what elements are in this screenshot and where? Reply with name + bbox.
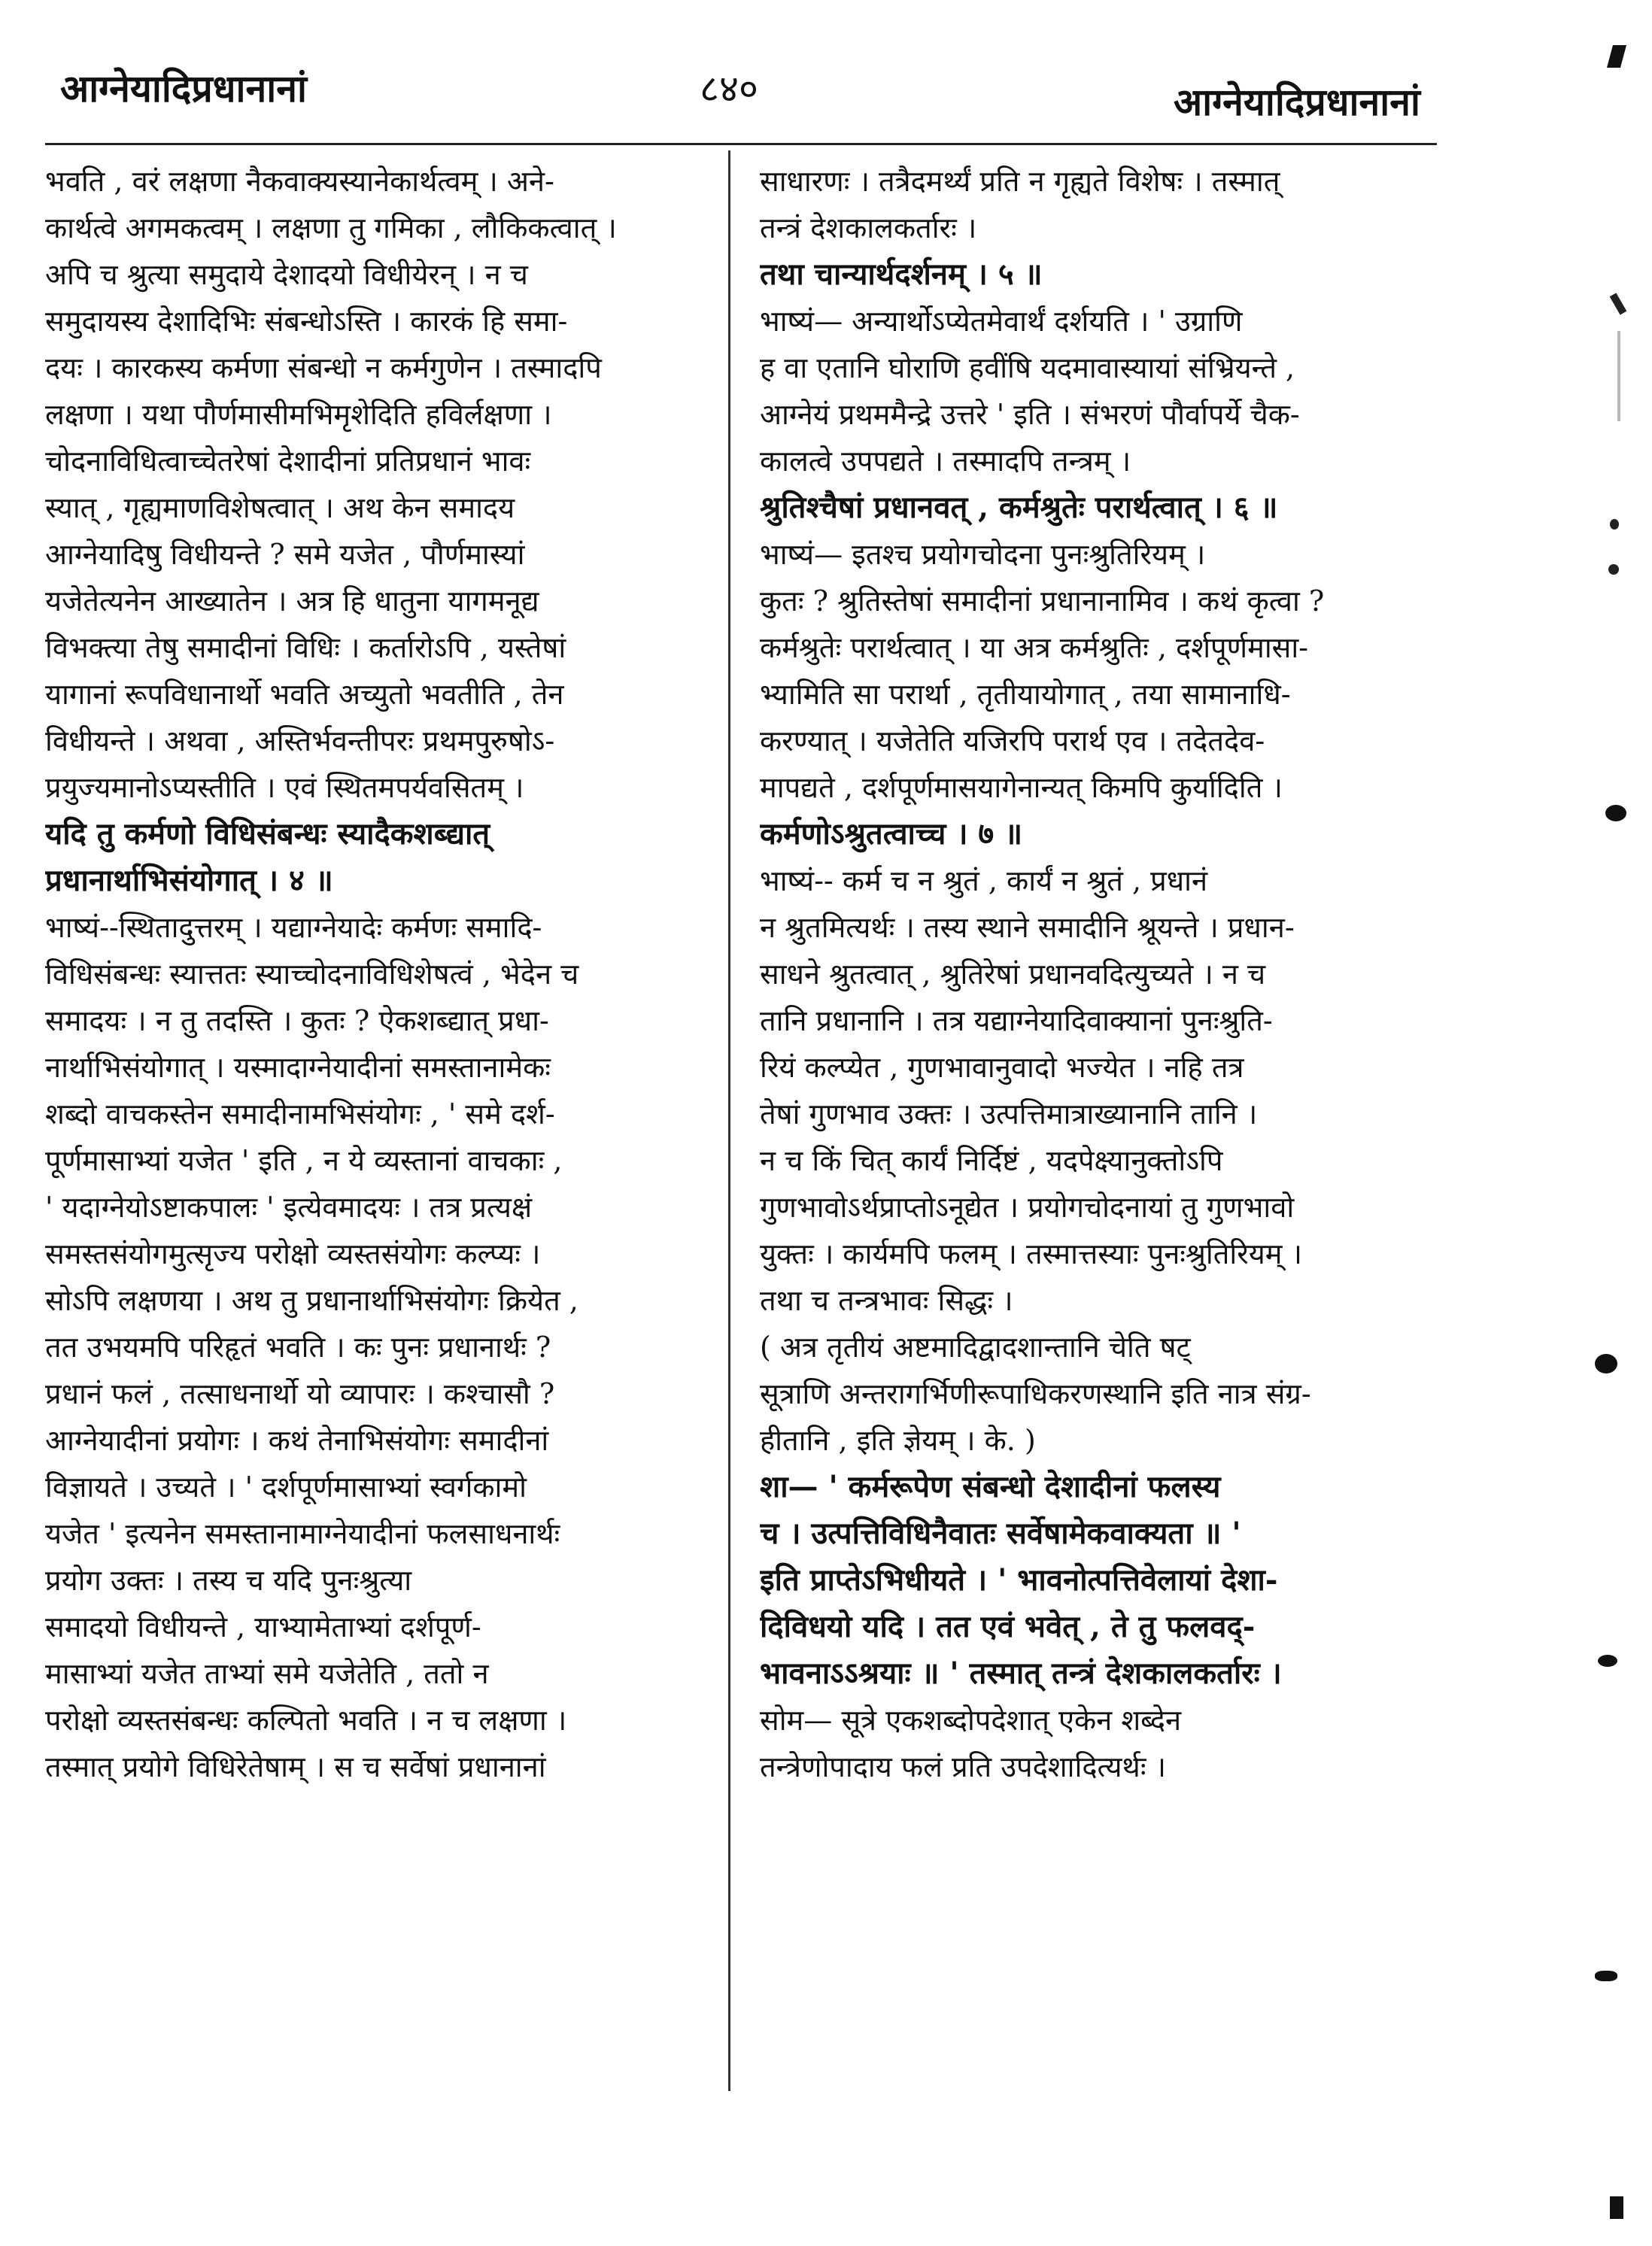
scan-mark (1610, 293, 1627, 314)
text-line: करण्यात् । यजेतेति यजिरपि परार्थ एव । तदेतदेव- (760, 724, 1265, 757)
text-line: भाष्यं--स्थितादुत्तरम् । यद्याग्नेयादेः कर्मणः समादि- (45, 911, 542, 944)
text-line: तेषां गुणभाव उक्तः । उत्पत्तिमात्राख्यानानि तानि । (760, 1097, 1258, 1131)
text-line: भवति , वरं लक्षणा नैकवाक्यस्यानेकार्थत्वम् । अने- (45, 165, 554, 198)
text-line: आग्नेयादीनां प्रयोगः । कथं तेनाभिसंयोगः समादीनां (45, 1424, 549, 1457)
text-line: परोक्षो व्यस्तसंबन्धः कल्पितो भवति । न च लक्षणा । (45, 1704, 567, 1737)
text-line: सोऽपि लक्षणया । अथ तु प्रधानार्थाभिसंयोगः क्रियेत , (45, 1284, 579, 1317)
scan-mark (1595, 1354, 1617, 1373)
scan-mark (1608, 564, 1619, 575)
commentary-verse: भावनाऽऽश्रयाः ॥ ' तस्मात् तन्त्रं देशकालकर्तारः । (760, 1656, 1282, 1691)
text-line: तानि प्रधानानि । तत्र यद्याग्नेयादिवाक्यानां पुनःश्रुति- (760, 1004, 1273, 1037)
commentary-verse: इति प्राप्तेऽभिधीयते । ' भावनोत्पत्तिवेलायां देशा- (760, 1562, 1278, 1598)
text-line: कालत्वे उपपद्यते । तस्मादपि तन्त्रम् । (760, 445, 1131, 478)
text-line: कर्मश्रुतेः परार्थत्वात् । या अत्र कर्मश्रुतिः , दर्शपूर्णमासा- (760, 631, 1309, 664)
page-number: ८४० (700, 67, 758, 111)
text-line: शब्दो वाचकस्तेन समादीनामभिसंयोगः , ' समे दर्श- (45, 1097, 555, 1131)
text-line: चोदनाविधित्वाच्चेतरेषां देशादीनां प्रतिप्रधानं भावः (45, 445, 531, 478)
text-line: दयः । कारकस्य कर्मणा संबन्धो न कर्मगुणेन । तस्मादपि (45, 351, 602, 384)
scan-mark (1598, 1655, 1617, 1667)
column-divider (728, 150, 730, 2091)
sutra-heading: प्रधानार्थाभिसंयोगात् । ४ ॥ (45, 863, 333, 898)
text-line: नार्थाभिसंयोगात् । यस्मादाग्नेयादीनां समस्तानामेकः (45, 1051, 551, 1084)
text-line: प्रयोग उक्तः । तस्य च यदि पुनःश्रुत्या (45, 1564, 412, 1597)
text-line: साधारणः । तत्रैदमर्थ्यं प्रति न गृह्यते विशेषः । तस्मात् (760, 165, 1280, 198)
text-line: लक्षणा । यथा पौर्णमासीमभिमृशेदिति हविर्लक्षणा । (45, 398, 552, 431)
text-line: मासाभ्यां यजेत ताभ्यां समे यजेतेति , ततो न (45, 1657, 489, 1690)
scan-mark (1617, 331, 1620, 421)
text-line: ' यदाग्नेयोऽष्टाकपालः ' इत्येवमादयः । तत्र प्रत्यक्षं (45, 1191, 533, 1224)
text-line: भाष्यं— इतश्च प्रयोगचोदना पुनःश्रुतिरियम् । (760, 538, 1206, 571)
text-line: यजेतेत्यनेन आख्यातेन । अत्र हि धातुना यागमनूद्य (45, 584, 539, 618)
text-line: विभक्त्या तेषु समादीनां विधिः । कर्तारोऽपि , यस्तेषां (45, 631, 566, 664)
text-line: विधीयन्ते । अथवा , अस्तिर्भवन्तीपरः प्रथमपुरुषोऽ- (45, 724, 555, 757)
scan-mark (1595, 1971, 1617, 1981)
text-line: तस्मात् प्रयोगे विधिरेतेषाम् । स च सर्वेषां प्रधानानां (45, 1750, 546, 1783)
text-line: समादयः । न तु तदस्ति । कुतः ? ऐकशब्द्यात् प्रधा- (45, 1004, 549, 1037)
running-title-right: आग्नेयादिप्रधानानां (1174, 80, 1420, 124)
commentary-verse: दिविधयो यदि । तत एवं भवेत् , ते तु फलवद्- (760, 1609, 1256, 1644)
text-line: कुतः ? श्रुतिस्तेषां समादीनां प्रधानानामिव । कथं कृत्वा ? (760, 584, 1325, 618)
text-line: प्रधानं फलं , तत्साधनार्थो यो व्यापारः । कश्चासौ ? (45, 1377, 555, 1410)
commentary-verse: च । उत्पत्तिविधिनैवातः सर्वेषामेकवाक्यता ॥ ' (760, 1516, 1241, 1551)
text-line: समस्तसंयोगमुत्सृज्य परोक्षो व्यस्तसंयोगः कल्प्यः । (45, 1237, 541, 1270)
text-line: मापद्यते , दर्शपूर्णमासयागेनान्यत् किमपि कुर्यादिति । (760, 771, 1283, 804)
page-header (0, 0, 1652, 150)
note-line: हीतानि , इति ज्ञेयम् । के. ) (760, 1424, 1036, 1457)
scan-mark (1610, 519, 1619, 530)
text-line: विज्ञायते । उच्यते । ' दर्शपूर्णमासाभ्यां स्वर्गकामो (45, 1471, 527, 1504)
sutra-heading: यदि तु कर्मणो विधिसंबन्धः स्यादैकशब्द्यात् (45, 816, 490, 851)
text-line: युक्तः । कार्यमपि फलम् । तस्मात्तस्याः पुनःश्रुतिरियम् । (760, 1237, 1303, 1270)
sutra-heading: श्रुतिश्चैषां प्रधानवत् , कर्मश्रुतेः परार्थत्वात् । ६ ॥ (760, 490, 1278, 525)
text-line: तत उभयमपि परिहृतं भवति । कः पुनः प्रधानार्थः ? (45, 1331, 551, 1364)
text-line: न श्रुतमित्यर्थः । तस्य स्थाने समादीनि श्रूयन्ते । प्रधान- (760, 911, 1295, 944)
text-line: रियं कल्प्येत , गुणभावानुवादो भज्येत । नहि तत्र (760, 1051, 1244, 1084)
text-line: समादयो विधीयन्ते , याभ्यामेताभ्यां दर्शपूर्ण- (45, 1610, 481, 1644)
text-line: साधने श्रुतत्वात् , श्रुतिरेषां प्रधानवदित्युच्यते । न च (760, 958, 1266, 991)
text-line: आग्नेयादिषु विधीयन्ते ? समे यजेत , पौर्णमास्यां (45, 538, 525, 571)
commentary-verse: शा— ' कर्मरूपेण संबन्धो देशादीनां फलस्य (760, 1469, 1221, 1504)
text-line: स्यात् , गृह्यमाणविशेषत्वात् । अथ केन समादय (45, 491, 515, 524)
sutra-heading: तथा चान्यार्थदर्शनम् । ५ ॥ (760, 256, 1043, 292)
text-line: समुदायस्य देशादिभिः संबन्धोऽस्ति । कारकं हि समा- (45, 305, 568, 338)
text-line: यागानां रूपविधानार्थो भवति अच्युतो भवतीति , तेन (45, 678, 564, 711)
scan-mark (1610, 2196, 1623, 2219)
note-line: ( अत्र तृतीयं अष्टमादिद्वादशान्तानि चेति षट् (760, 1331, 1191, 1364)
text-line: भ्यामिति सा परार्था , तृतीयायोगात् , तया सामानाधि- (760, 678, 1291, 711)
text-line: कार्थत्वे अगमकत्वम् । लक्षणा तु गमिका , लौकिकत्वात् । (45, 211, 617, 244)
text-line: ह वा एतानि घोराणि हवींषि यदमावास्यायां संभ्रियन्ते , (760, 351, 1295, 384)
running-title-left: आग्नेयादिप्रधानानां (60, 66, 307, 111)
text-line: पूर्णमासाभ्यां यजेत ' इति , न ये व्यस्तानां वाचकाः , (45, 1144, 563, 1177)
text-line: सोम— सूत्रे एकशब्दोपदेशात् एकेन शब्देन (760, 1704, 1182, 1737)
sutra-heading: कर्मणोऽश्रुतत्वाच्च । ७ ॥ (760, 816, 1023, 851)
text-line: तन्त्रेणोपादाय फलं प्रति उपदेशादित्यर्थः । (760, 1750, 1166, 1783)
text-line: प्रयुज्यमानोऽप्यस्तीति । एवं स्थितमपर्यवसितम् । (45, 771, 524, 804)
text-line: गुणभावोऽर्थप्राप्तोऽनूद्येत । प्रयोगचोदनायां तु गुणभावो (760, 1191, 1295, 1224)
text-line: भाष्यं-- कर्म च न श्रुतं , कार्यं न श्रुतं , प्रधानं (760, 864, 1208, 897)
text-line: न च किं चित् कार्यं निर्दिष्टं , यदपेक्ष्यानुक्तोऽपि (760, 1144, 1223, 1177)
left-column (45, 158, 707, 1790)
note-line: सूत्राणि अन्तरागर्भिणीरूपाधिकरणस्थानि इति नात्र संग्र- (760, 1377, 1311, 1410)
text-line: भाष्यं— अन्यार्थोऽप्येतमेवार्थं दर्शयति । ' उग्राणि (760, 305, 1243, 338)
text-line: अपि च श्रुत्या समुदाये देशादयो विधीयेरन् । न च (45, 258, 528, 291)
right-column (760, 158, 1437, 1790)
text-line: यजेत ' इत्यनेन समस्तानामाग्नेयादीनां फलसाधनार्थः (45, 1517, 560, 1550)
text-line: तन्त्रं देशकालकर्तारः । (760, 211, 977, 244)
text-line: विधिसंबन्धः स्यात्ततः स्याच्चोदनाविधिशेषत्वं , भेदेन च (45, 958, 579, 991)
text-line: आग्नेयं प्रथममैन्द्रे उत्तरे ' इति । संभरणं पौर्वापर्ये चैक- (760, 398, 1300, 431)
text-line: तथा च तन्त्रभावः सिद्धः । (760, 1284, 1013, 1317)
scan-mark (1605, 805, 1626, 821)
header-rule (45, 143, 1437, 145)
